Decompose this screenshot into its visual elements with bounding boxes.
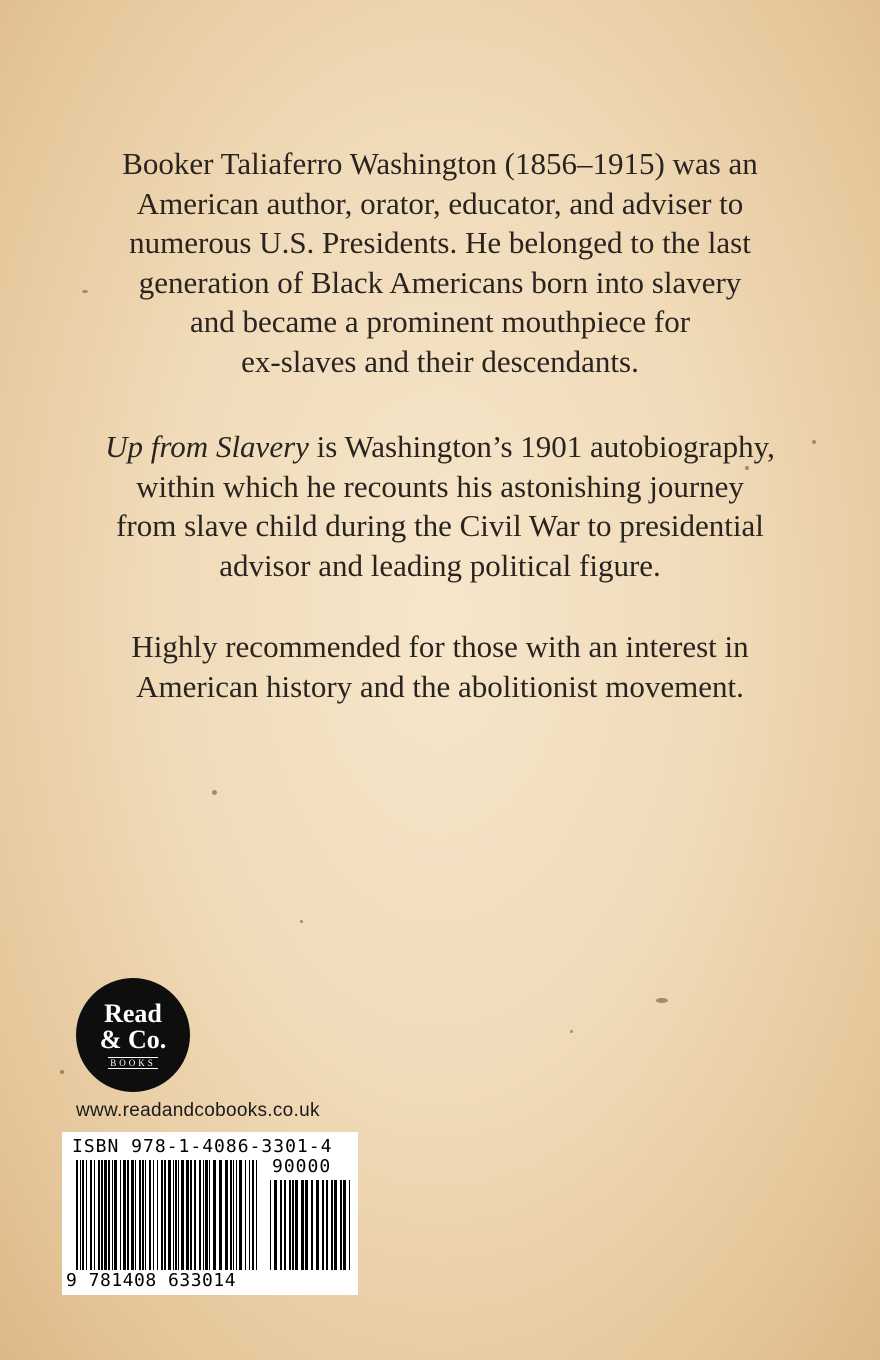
text-line: American history and the abolitionist movement. (136, 668, 744, 704)
publisher-website: www.readandcobooks.co.uk (76, 1100, 320, 1121)
barcode-bar (233, 1160, 234, 1270)
paper-speck (300, 920, 303, 923)
text-line (60, 427, 820, 467)
barcode-bar (213, 1160, 216, 1270)
barcode-bar (127, 1160, 129, 1270)
barcode-bar (249, 1160, 250, 1270)
barcode-bar (101, 1160, 103, 1270)
barcode-bar (205, 1160, 208, 1270)
barcode-bar (284, 1180, 286, 1270)
text-line: Highly recommended for those with an interest in (131, 629, 749, 664)
isbn-barcode (62, 1132, 358, 1295)
barcode-bar (326, 1180, 328, 1270)
barcode-bar (209, 1160, 210, 1270)
barcode-bar (157, 1160, 158, 1270)
barcode-bar (86, 1160, 87, 1270)
barcode-bar (82, 1160, 84, 1270)
barcode-bar (80, 1160, 81, 1270)
barcode-bar (274, 1180, 277, 1270)
barcode-bar (98, 1160, 100, 1270)
barcode-digits: 9 781408 633014 (66, 1270, 237, 1291)
text-line: advisor and leading political figure. (219, 547, 661, 583)
barcode-bar (225, 1160, 228, 1270)
barcode-bar (239, 1160, 242, 1270)
barcode-bar (94, 1160, 95, 1270)
text-line: numerous U.S. Presidents. He belonged to the last (129, 225, 751, 260)
text-line: generation of Black Americans born into slavery (138, 264, 742, 300)
logo-text-co: & Co. (99, 1025, 167, 1054)
text-line: and became a prominent mouthpiece for (189, 304, 691, 339)
barcode-bar (311, 1180, 313, 1270)
barcode-bar (186, 1160, 189, 1270)
barcode-bar (149, 1160, 151, 1270)
logo-text-books: BOOKS (110, 1058, 156, 1068)
barcode-bar (295, 1180, 298, 1270)
barcode-bar (108, 1160, 110, 1270)
author-bio-paragraph (60, 144, 820, 381)
text-line-rest: is Washington’s 1901 autobiography, (308, 429, 775, 464)
barcode-bar (289, 1180, 291, 1270)
barcode-bar (131, 1160, 134, 1270)
barcode-bar (104, 1160, 107, 1270)
book-description-paragraph (60, 427, 820, 585)
barcode-bar (142, 1160, 144, 1270)
barcode-bar (164, 1160, 166, 1270)
paper-speck (656, 998, 668, 1003)
barcode-bar (175, 1160, 177, 1270)
barcode-bar (316, 1180, 319, 1270)
barcode-bar (194, 1160, 196, 1270)
barcode-bar (123, 1160, 126, 1270)
barcode-bar (349, 1180, 350, 1270)
barcode-bar (178, 1160, 179, 1270)
barcode-bar (153, 1160, 154, 1270)
barcode-bar (334, 1180, 337, 1270)
text-line: American author, orator, educator, and adviser to (136, 185, 744, 221)
barcode-bar (331, 1180, 333, 1270)
barcode-bar (181, 1160, 184, 1270)
barcode-bar (190, 1160, 192, 1270)
paper-speck (60, 1070, 64, 1074)
barcode-bar (230, 1160, 232, 1270)
barcode-bar (305, 1180, 308, 1270)
barcode-bar (199, 1160, 201, 1270)
barcode-bar (114, 1160, 117, 1270)
publisher-logo (76, 978, 190, 1092)
barcode-bar (280, 1180, 282, 1270)
barcode-bar (120, 1160, 121, 1270)
text-line: ex-slaves and their descendants. (241, 343, 639, 379)
barcode-bar (161, 1160, 163, 1270)
barcode-bar (139, 1160, 141, 1270)
barcode-bar (252, 1160, 254, 1270)
barcode-bar (135, 1160, 136, 1270)
barcode-bar (340, 1180, 342, 1270)
text-line: within which he recounts his astonishing journey (136, 468, 744, 504)
barcode-bar (112, 1160, 113, 1270)
recommendation-paragraph (60, 627, 820, 706)
logo-text-read: Read (104, 999, 162, 1028)
barcode-bar (219, 1160, 222, 1270)
isbn-number: ISBN 978-1-4086-3301-4 (72, 1136, 333, 1157)
barcode-bar (90, 1160, 92, 1270)
price-addon-code: 90000 (272, 1156, 332, 1177)
barcode-bar (168, 1160, 171, 1270)
paper-speck (212, 790, 217, 795)
barcode-bar (203, 1160, 204, 1270)
barcode-bar (292, 1180, 294, 1270)
paper-speck (570, 1030, 573, 1033)
barcode-bar (236, 1160, 237, 1270)
barcode-bar (76, 1160, 78, 1270)
barcode-bar (322, 1180, 324, 1270)
barcode-bar (343, 1180, 346, 1270)
book-title: Up from Slavery (105, 429, 309, 464)
barcode-bar (173, 1160, 174, 1270)
barcode-bar (145, 1160, 146, 1270)
barcode-bar (256, 1160, 257, 1270)
barcode-bar (270, 1180, 271, 1270)
text-line: from slave child during the Civil War to presidential (116, 508, 764, 543)
barcode-bar (301, 1180, 304, 1270)
barcode-bar (245, 1160, 246, 1270)
text-line: Booker Taliaferro Washington (1856–1915) was an (122, 146, 758, 181)
